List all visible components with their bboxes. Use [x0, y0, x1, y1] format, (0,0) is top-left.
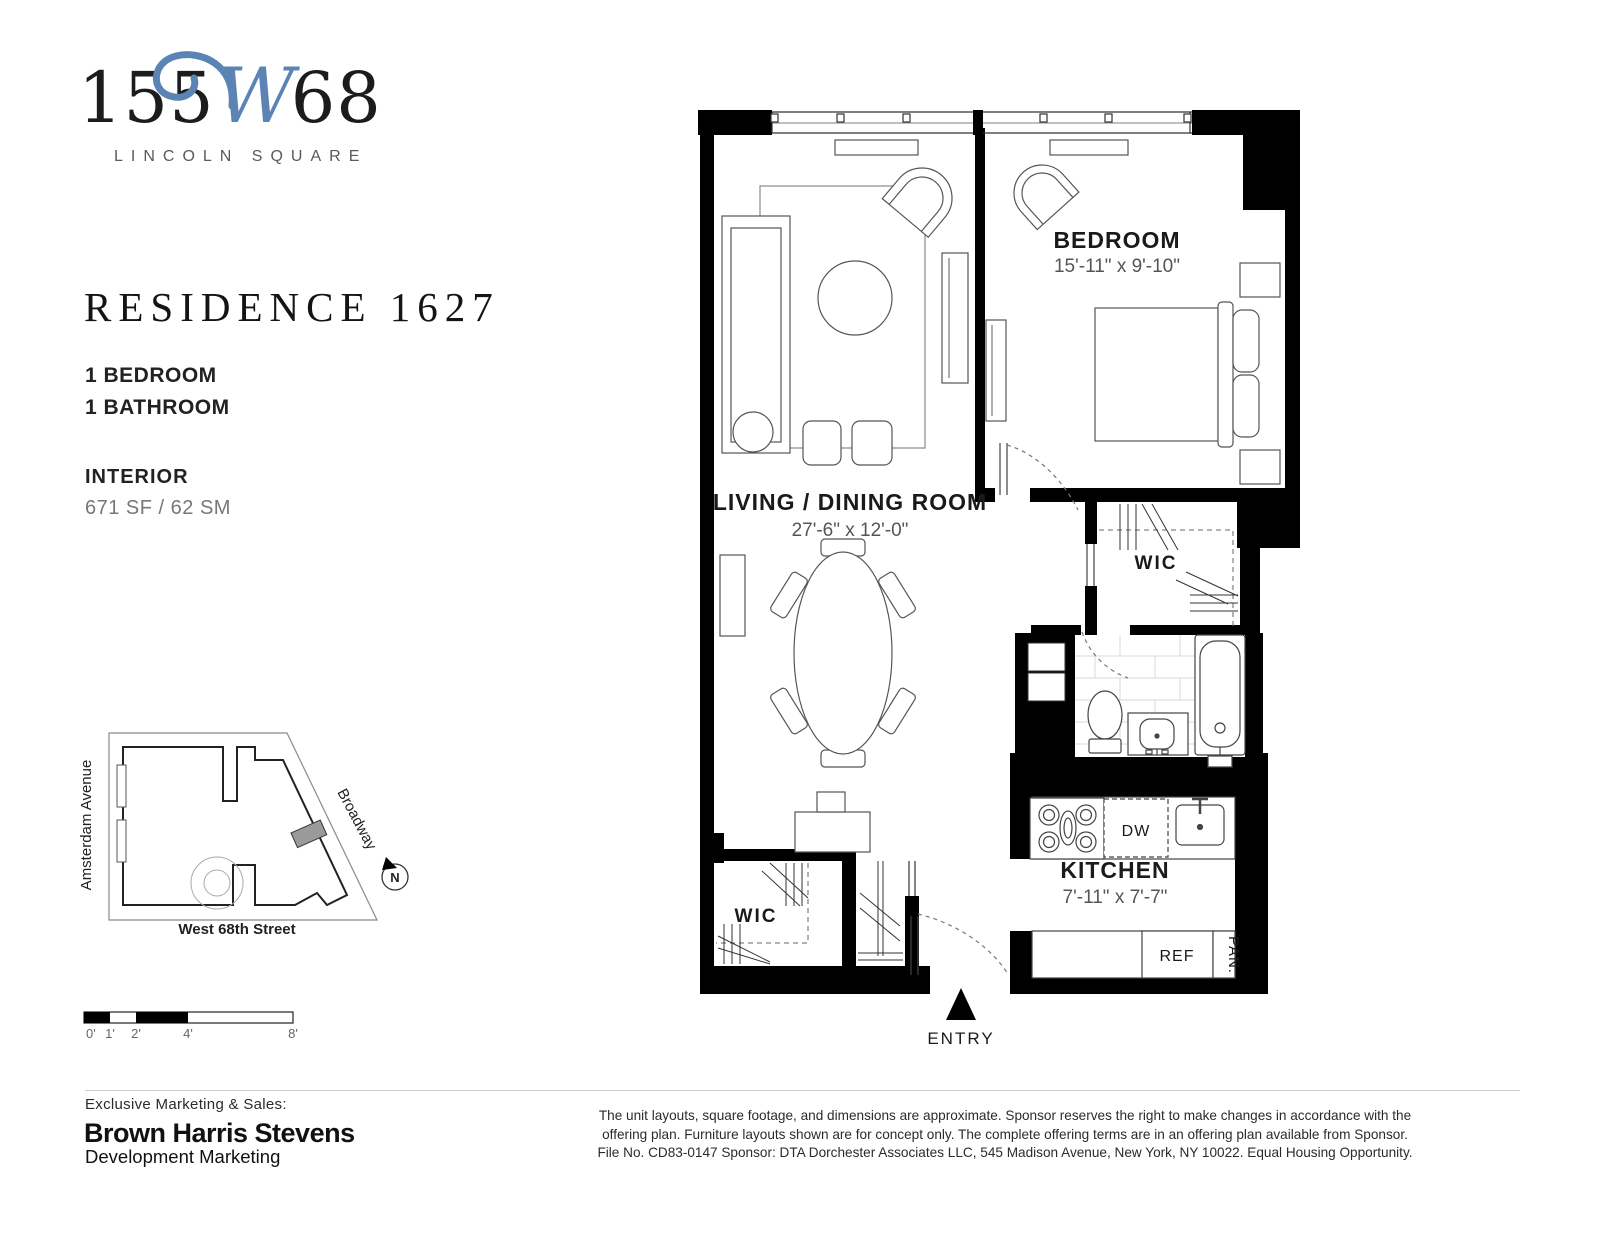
desk-chair: [817, 792, 845, 812]
living-room-label: LIVING / DINING ROOM: [712, 489, 988, 515]
building-logo: [78, 51, 408, 166]
ottoman: [852, 421, 892, 465]
entry-marker: [927, 988, 994, 1048]
building-bay: [117, 820, 126, 862]
scale-segment: [136, 1012, 188, 1023]
entry-label: ENTRY: [927, 1029, 995, 1048]
sales-heading: Exclusive Marketing & Sales:: [85, 1096, 287, 1113]
driveway-inner-circle: [204, 870, 230, 896]
scale-segment: [84, 1012, 110, 1023]
unit-location-marker: [291, 820, 327, 848]
street-label-amsterdam: Amsterdam Avenue: [78, 759, 95, 891]
bathtub: [1195, 635, 1245, 767]
kitchen-sink: [1176, 799, 1224, 845]
site-map: [75, 700, 420, 945]
toilet: [1088, 691, 1122, 753]
disclaimer-line-2: offering plan. Furniture layouts shown are for concept only. The complete offering terms are in an offering plan available from Sponsor.: [602, 1126, 1408, 1142]
compass: [382, 857, 408, 890]
window-console: [835, 140, 918, 155]
bedroom-dims: 15'-11" x 9'-10": [1053, 256, 1181, 277]
scale-tick-4: 4': [183, 1026, 193, 1041]
bedroom-armchair: [1002, 153, 1078, 229]
nightstand: [1240, 450, 1280, 484]
kitchen-dims: 7'-11" x 7'-7": [1062, 887, 1168, 908]
scale-tick-2: 2': [131, 1026, 141, 1041]
refrigerator-label: REF: [1159, 948, 1195, 965]
dresser: [986, 320, 1006, 421]
linen-closet: [1028, 673, 1065, 701]
interior-label: INTERIOR: [85, 466, 189, 488]
scale-tick-8: 8': [288, 1026, 298, 1041]
footer-divider: [85, 1090, 1520, 1091]
brokerage-name: Brown Harris Stevens: [84, 1118, 355, 1148]
logo-number-left: 155: [78, 57, 215, 139]
bed: [1095, 302, 1259, 447]
dining-table: [794, 552, 892, 754]
entry-door: [909, 861, 1008, 975]
brokerage-division: Development Marketing: [85, 1146, 281, 1167]
wic-upper-label: WIC: [1134, 553, 1178, 574]
bedroom-label: BEDROOM: [1053, 227, 1181, 253]
stove: [1030, 798, 1104, 859]
bedroom-furniture: [986, 140, 1280, 484]
wic-door-jamb: [1087, 544, 1094, 586]
headboard: [1218, 302, 1233, 447]
scale-bar: [83, 1004, 308, 1046]
residence-title: RESIDENCE 1627: [84, 284, 500, 330]
disclaimer-line-3: File No. CD83-0147 Sponsor: DTA Dorchester Associates LLC, 545 Madison Avenue, New York, NY 10022. Equal Housing Opportunity.: [597, 1145, 1413, 1160]
living-room-dims: 27'-6" x 12'-0": [791, 520, 909, 541]
disclaimer-line-1: The unit layouts, square footage, and dimensions are approximate. Sponsor reserves the right to make changes in accordance with the: [598, 1108, 1412, 1123]
pantry-label: PAN.: [1225, 936, 1242, 974]
nightstand: [1240, 263, 1280, 297]
street-label-west68: West 68th Street: [178, 921, 296, 938]
logo-number-right: 68: [290, 57, 382, 139]
coffee-table: [818, 261, 892, 335]
logo-letter-w: W: [216, 51, 295, 140]
building-bay: [117, 765, 126, 807]
bedroom-count: 1 BEDROOM: [85, 364, 217, 387]
pillow: [1233, 310, 1259, 372]
compass-label: N: [390, 870, 400, 885]
kitchen-label: KITCHEN: [1060, 857, 1170, 883]
logo-subtitle: LINCOLN SQUARE: [114, 148, 368, 165]
window-console: [1050, 140, 1128, 155]
entry-arrow-icon: [946, 988, 976, 1020]
desk: [795, 812, 870, 852]
scale-tick-1: 1': [105, 1026, 115, 1041]
wic-lower-label: WIC: [734, 906, 778, 927]
linen-closet: [1028, 643, 1065, 671]
scale-tick-0: 0': [86, 1026, 96, 1041]
disclaimer: [560, 1107, 1450, 1163]
logo-lockup: [78, 51, 408, 140]
pillow: [1233, 375, 1259, 437]
interior-area: 671 SF / 62 SM: [85, 497, 231, 519]
mattress: [1095, 308, 1218, 441]
dining-set: [769, 539, 917, 767]
tv-console: [942, 253, 968, 383]
floor-plan: [690, 98, 1310, 1048]
wall-console: [720, 555, 745, 636]
scale-bar-track: [84, 1012, 293, 1023]
dishwasher-label: DW: [1121, 823, 1151, 840]
armchair: [882, 156, 964, 237]
site-boundary: [109, 733, 377, 920]
vanity-sink: [1128, 713, 1188, 755]
ottoman: [803, 421, 841, 465]
driveway-circle: [191, 857, 243, 909]
street-label-broadway: Broadway: [333, 785, 380, 853]
side-table: [733, 412, 773, 452]
bathroom-count: 1 BATHROOM: [85, 396, 230, 419]
